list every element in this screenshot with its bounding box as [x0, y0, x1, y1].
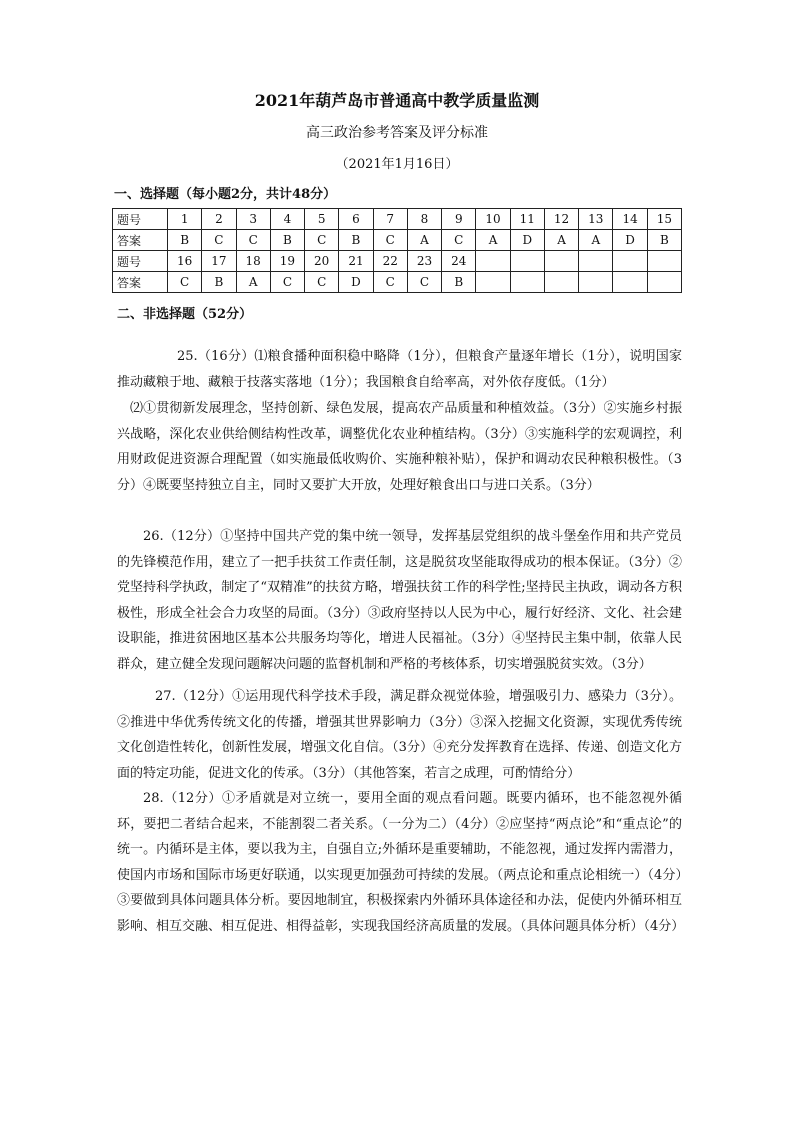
table-cell: D [510, 230, 544, 251]
table-cell [476, 251, 510, 272]
exam-date: （2021年1月16日） [335, 157, 459, 172]
table-cell: 11 [510, 209, 544, 230]
table-cell: 13 [579, 209, 613, 230]
table-cell [510, 272, 544, 293]
table-cell [613, 272, 647, 293]
table-cell: A [407, 230, 441, 251]
table-cell: 题号 [113, 251, 168, 272]
table-cell: A [544, 230, 578, 251]
table-cell: A [236, 272, 270, 293]
page-subtitle: 高三政治参考答案及评分标准 [306, 125, 488, 141]
table-cell [510, 251, 544, 272]
section-heading-choice: 一、选择题（每小题2分，共计48分） [114, 187, 337, 202]
table-cell: A [476, 230, 510, 251]
table-cell: 21 [339, 251, 373, 272]
table-cell: 23 [407, 251, 441, 272]
table-cell: B [647, 230, 681, 251]
table-cell [579, 251, 613, 272]
answer-q25-part1: 25.（16分）⑴粮食播种面积稳中略降（1分），但粮食产量逐年增长（1分），说明国家推动藏粮于地、藏粮于技落实落地（1分）；我国粮食自给率高，对外依存度低。（1分） [117, 349, 682, 390]
table-cell: 5 [305, 209, 339, 230]
table-cell: 1 [168, 209, 202, 230]
table-cell: 16 [168, 251, 202, 272]
table-cell: 8 [407, 209, 441, 230]
table-cell: 10 [476, 209, 510, 230]
table-cell: C [442, 230, 476, 251]
table-cell: 24 [442, 251, 476, 272]
table-cell: C [305, 272, 339, 293]
table-cell: C [407, 272, 441, 293]
table-cell: C [270, 272, 304, 293]
section-heading-open: 二、非选择题（52分） [117, 307, 253, 322]
table-cell: B [270, 230, 304, 251]
table-cell: 12 [544, 209, 578, 230]
table-cell [476, 272, 510, 293]
table-cell: B [442, 272, 476, 293]
table-cell [613, 251, 647, 272]
answer-q25-part2: ⑵①贯彻新发展理念，坚持创新、绿色发展，提高农产品质量和种植效益。（3分）②实施乡村振兴战略，深化农业供给侧结构性改革，调整优化农业种植结构。（3分）③实施科学的宏观调控，利用财政促进资源合理配置（如实施最低收购价、实施种粮补贴），保护和调动农民种粮积极性。（3分）④既要坚持独立自主，同时又要扩大开放，处理好粮食出口与进口关系。（3分） [117, 401, 682, 493]
answer-q27: 27.（12分）①运用现代科学技术手段，满足群众视觉体验，增强吸引力、感染力（3分）。②推进中华优秀传统文化的传播，增强其世界影响力（3分）③深入挖掘文化资源，实现优秀传统文化创造性转化，创新性发展，增强文化自信。（3分）④充分发挥教育在选择、传递、创造文化方面的特定功能，促进文化的传承。（3分）（其他答案，若言之成理，可酌情给分） [117, 689, 682, 781]
table-cell: 4 [270, 209, 304, 230]
table-cell [647, 251, 681, 272]
table-cell: 6 [339, 209, 373, 230]
table-cell: 9 [442, 209, 476, 230]
table-row [113, 272, 682, 293]
table-cell: 17 [202, 251, 236, 272]
table-cell: C [202, 230, 236, 251]
table-cell: 题号 [113, 209, 168, 230]
table-cell: 7 [373, 209, 407, 230]
table-row [113, 230, 682, 251]
table-row [113, 209, 682, 230]
table-cell: B [168, 230, 202, 251]
table-cell: D [613, 230, 647, 251]
table-cell: A [579, 230, 613, 251]
table-cell: 答案 [113, 272, 168, 293]
table-cell [544, 272, 578, 293]
table-row [113, 251, 682, 272]
table-cell: C [305, 230, 339, 251]
table-cell [579, 272, 613, 293]
table-cell: 18 [236, 251, 270, 272]
table-cell: C [373, 230, 407, 251]
table-cell [544, 251, 578, 272]
table-cell: 22 [373, 251, 407, 272]
table-cell: 2 [202, 209, 236, 230]
table-cell: 答案 [113, 230, 168, 251]
answer-q26: 26.（12分）①坚持中国共产党的集中统一领导，发挥基层党组织的战斗堡垒作用和共产党员的先锋模范作用，建立了一把手扶贫工作责任制，这是脱贫攻坚能取得成功的根本保证。（3分）②党坚持科学执政，制定了“双精准”的扶贫方略，增强扶贫工作的科学性;坚持民主执政，调动各方积极性，形成全社会合力攻坚的局面。（3分）③政府坚持以人民为中心，履行好经济、文化、社会建设职能，推进贫困地区基本公共服务均等化，增进人民福祉。（3分）④坚持民主集中制，依靠人民群众，建立健全发现问题解决问题的监督机制和严格的考核体系，切实增强脱贫实效。（3分） [117, 529, 682, 672]
table-cell: C [373, 272, 407, 293]
table-cell: 15 [647, 209, 681, 230]
table-cell: C [168, 272, 202, 293]
answer-table [112, 208, 682, 293]
table-cell: B [202, 272, 236, 293]
table-cell: 19 [270, 251, 304, 272]
table-cell: B [339, 230, 373, 251]
table-cell [647, 272, 681, 293]
page-title: 2021年葫芦岛市普通高中教学质量监测 [254, 91, 540, 110]
table-cell: 3 [236, 209, 270, 230]
table-cell: 14 [613, 209, 647, 230]
table-cell: C [236, 230, 270, 251]
table-cell: 20 [305, 251, 339, 272]
answer-q28: 28.（12分）①矛盾就是对立统一，要用全面的观点看问题。既要内循环，也不能忽视外循环，要把二者结合起来，不能割裂二者关系。（一分为二）（4分）②应坚持“两点论”和“重点论”的统一。内循环是主体，要以我为主，自强自立;外循环是重要辅助，不能忽视，通过发挥内需潜力，使国内市场和国际市场更好联通，以实现更加强劲可持续的发展。（两点论和重点论相统一）（4分）③要做到具体问题具体分析。要因地制宜，积极探索内外循环具体途径和办法，促使内外循环相互影响、相互交融、相互促进、相得益彰，实现我国经济高质量的发展。（具体问题具体分析）（4分） [117, 791, 685, 934]
table-cell: D [339, 272, 373, 293]
